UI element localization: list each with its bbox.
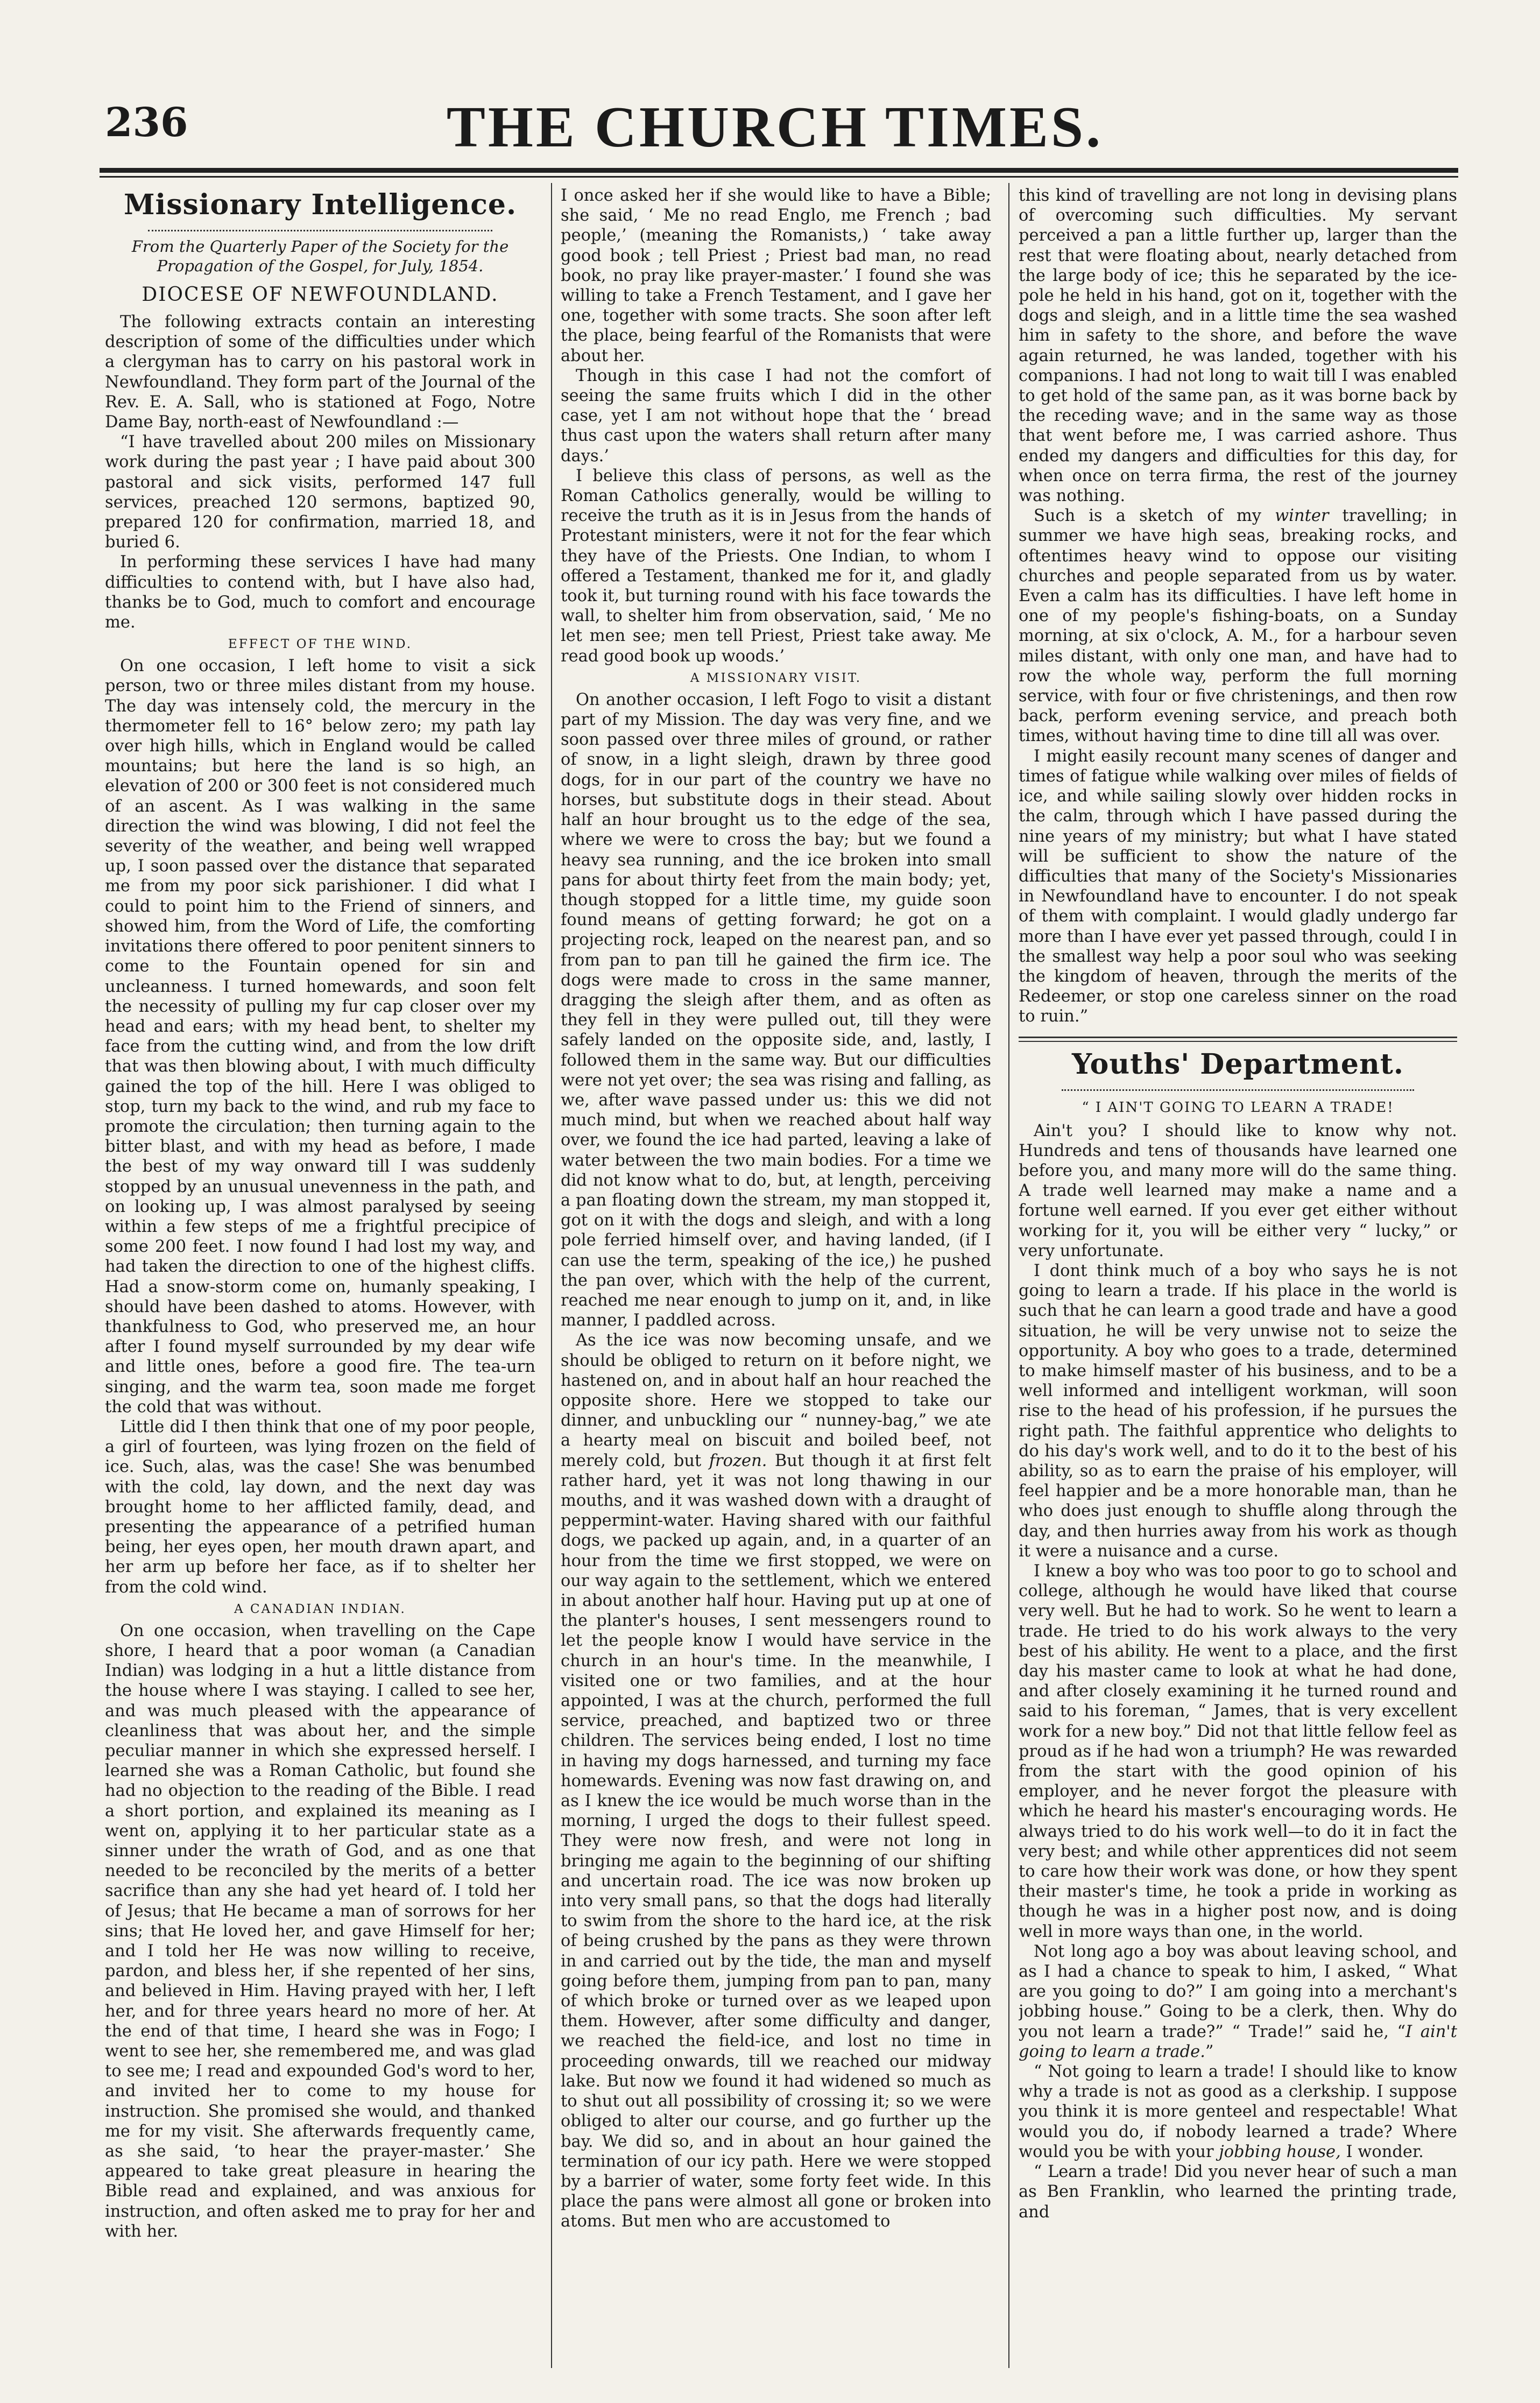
paragraph: this kind of travelling are not long in devising plans of overcoming such difficulties. My servant perceived a pan a little further up, larger than the rest that were floating about, nearly detached from the large body of ice; this he separated by the ice-pole he held in his hand, got on it, together with the dogs and sleigh, and in a little time the sea washed him in safety to the shore, and before the wave again returned, he was landed, together with his companions. I had not long to wait till I was enabled to get hold of the same pan, as it was borne back by the receding wave; and in the same way as those that went before me, I was carried ashore. Thus ended my dangers and difficulties for this day, for when once on terra firma, the rest of the journey was nothing. bbox=[1019, 186, 1457, 506]
page-number: 236 bbox=[105, 100, 188, 146]
text-run: I wonder. bbox=[1346, 2142, 1424, 2161]
text-run: travelling; in summer we have high seas, breaking rocks, and oftentimes heavy wind to oppose our visiting churches and people separated from us by water. Even a calm has its difficulties. I have left home in one of my people's fishing-boats, on a Sunday morning, at six o'clock, A. M., for a harbour seven miles distant, with only one man, and have had to row the whole way, perform the full morning service, with four or five christenings, and then row back, perform evening service, and preach both times, without having time to dine till all was over. bbox=[1019, 506, 1457, 746]
paragraph: Little did I then think that one of my poor people, a girl of fourteen, was lying frozen on the field of ice. Such, alas, was the case! She was benumbed with the cold, lay down, and the next day was brought home to her afflicted family, dead, and presenting the appearance of a petrified human being, her eyes open, her mouth drawn apart, and her arm up before her face, as if to shelter her from the cold wind. bbox=[105, 1417, 535, 1597]
paragraph: On another occasion, I left Fogo to visit a distant part of my Mission. The day was very fine, and we soon passed over three miles of ground, or rather of snow, in a light sleigh, drawn by three good dogs, for in our part of the country we have no horses, but substitute dogs in their stead. About half an hour brought us to the edge of the sea, where we were to cross the bay; but we found a heavy sea running, and the ice broken into small pans for about thirty feet from the main body; yet, though stopped for a little time, my guide soon found means of getting forward; he got on a projecting rock, leaped on the nearest pan, and so from pan to pan till he gained the firm ice. The dogs were made to cross in the same manner, dragging the sleigh after them, and as often as they fell in they were pulled out, till they were safely landed on the opposite side, and, lastly, I followed them in the same way. But our difficulties were not yet over; the sea was rising and falling, as we, after wave passed under us: this we did not much mind, but when we reached about half way over, we found the ice had parted, leaving a lake of water between the two main bodies. For a time we did not know what to do, but, at length, perceiving a pan floating down the stream, my man stopped it, got on it with the dogs and sleigh, and with a long pole ferried himself over, and having landed, (if I can use the term, speaking of the ice,) he pushed the pan over, which with the help of the current, reached me near enough to jump on it, and, in like manner, I paddled across. bbox=[561, 690, 991, 1330]
section-title-missionary: Missionary Intelligence. bbox=[123, 188, 517, 221]
section-separator bbox=[1019, 1037, 1457, 1038]
paragraph bbox=[1019, 1942, 1457, 2062]
section-ornament bbox=[1062, 1083, 1414, 1091]
italic-text: I ain't going to learn a trade. bbox=[1019, 2022, 1457, 2061]
paragraph: I believe this class of persons, as well as the Roman Catholics generally, would be willing to receive the truth as it is in Jesus from the hands of Protestant ministers, were it not for the fear which they have of the Priests. One Indian, to whom I offered a Testament, thanked me for it, and gladly took it, but turning round with his face towards the wall, to shelter him from observation, said, ‘ Me no let men see; men tell Priest, Priest take away. Me read good book up woods.’ bbox=[561, 466, 991, 666]
text-run: “ Not going to learn a trade! I should like to know why a trade is not as good as a clerkship. I suppose you think it is more genteel and respectable! What would you do, if nobody learned a trade? Where would you be with your bbox=[1019, 2062, 1457, 2161]
masthead-rule-thin bbox=[100, 176, 1458, 178]
column-1 bbox=[105, 186, 535, 2365]
masthead-rule-thick bbox=[100, 168, 1458, 173]
source-note: From the Quarterly Paper of the Society for the Propagation of the Gospel, for July, 1854. bbox=[131, 237, 509, 275]
text-run: Not long ago a boy was about leaving school, and as I had a chance to speak to him, I asked, “ What are you going to do?” I am going into a merchant's jobbing house.” Going to be a clerk, then. Why do you not learn a trade?” “ Trade!” said he, “ bbox=[1019, 1942, 1457, 2041]
italic-text: jobbing house, bbox=[1219, 2142, 1341, 2161]
text-run: Such is a sketch of my bbox=[1034, 506, 1262, 526]
paragraph: On one occasion, when travelling on the Cape shore, I heard that a poor woman (a Canadian Indian) was lodging in a hut a little distance from the house where I was staying. I called to see her, and was much pleased with the appearance of cleanliness that was about her, and the simple peculiar manner in which she expressed herself. I learned she was a Roman Catholic, but found she had no objection to the reading of the Bible. I read a short portion, and explained its meaning as I went on, applying it to her particular state as a sinner under the wrath of God, and as one that needed to be reconciled by the merits of a better sacrifice than any she had yet heard of. I told her of Jesus; that He became a man of sorrows for her sins; that He loved her, and gave Himself for her; and I told her He was now willing to receive, pardon, and bless her, if she repented of her sins, and believed in Him. Having prayed with her, I left her, and for three years heard no more of her. At the end of that time, I heard she was in Fogo; I went to see her, she remembered me, and was glad to see me; I read and expounded God's word to her, and invited her to come to my house for instruction. She promised she would, and thanked me for my visit. She afterwards frequently came, as she said, ‘to hear the prayer-master.’ She appeared to take great pleasure in hearing the Bible read and explained, and was anxious for instruction, and often asked me to pray for her and with her. bbox=[105, 1621, 535, 2241]
paragraph: “I have travelled about 200 miles on Missionary work during the past year ; I have paid about 300 pastoral and sick visits, performed 147 full services, preached 120 sermons, baptized 90, prepared 120 for confirmation, married 18, and buried 6. bbox=[105, 433, 535, 552]
column-2 bbox=[561, 186, 991, 2365]
story-title: “ I AIN'T GOING TO LEARN A TRADE! bbox=[1082, 1099, 1394, 1116]
column-divider-1 bbox=[551, 183, 552, 2368]
paragraph: “ Learn a trade! Did you never hear of such a man as Ben Franklin, who learned the printing trade, and bbox=[1019, 2162, 1457, 2222]
text-run: But though it at first felt rather hard, yet it was not long thawing in our mouths, and it was washed down with a draught of peppermint-water. Having shared with our faithful dogs, we packed up again, and, in a quarter of an hour from the time we first stopped, we were on our way again to the settlement, which we entered in about another half hour. Having put up at one of the planter's houses, I sent messengers round to let the people know I would have service in the church in an hour's time. In the meanwhile, I visited one or two families, and at the hour appointed, I was at the church, performed the full service, preached, and baptized two or three children. The services being ended, I lost no time in having my dogs harnessed, and turning my face homewards. Evening was now fast drawing on, and as I knew the ice would be much worse than in the morning, I urged the dogs to their fullest speed. They were now fresh, and were not long in bringing me again to the beginning of our shifting and uncertain road. The ice was now broken up into very small pans, so that the dogs had literally to swim from the shore to the hard ice, at the risk of being crushed by the pans as they were thrown in and carried out by the tide, the man and myself going before them, jumping from pan to pan, many of which broke or turned over as we leaped upon them. However, after some difficulty and danger, we reached the field-ice, and lost no time in proceeding onwards, till we reached our midway lake. But now we found it had widened so much as to shut out all possibility of crossing it; so we were obliged to alter our course, and go further up the bay. We did so, and in about an hour gained the termination of our icy path. Here we were stopped by a barrier of water, some forty feet wide. In this place the pans were almost all gone or broken into atoms. But men who are accustomed to bbox=[561, 1451, 991, 2231]
section-separator-thin bbox=[1019, 1041, 1457, 1042]
paragraph: Ain't you? I should like to know why not. Hundreds and tens of thousands have learned one before you, and many more will do the same thing. A trade well learned may make a name and a fortune well earned. If you ever get either without working for it, you will be either very “ lucky,” or very unfortunate. bbox=[1019, 1121, 1457, 1260]
paragraph: The following extracts contain an interesting description of some of the difficulties under which a clergyman has to carry on his pastoral work in Newfoundland. They form part of the Journal of the Rev. E. A. Sall, who is stationed at Fogo, Notre Dame Bay, north-east of Newfoundland :— bbox=[105, 313, 535, 432]
paragraph: I knew a boy who was too poor to go to school and college, although he would have liked that course very well. But he had to work. So he went to learn a trade. He tried to do his work always to the very best of his ability. He went to a place, and the first day his master came to look at what he had done, and after closely examining it he turned round and said to his foreman, “ James, that is very excellent work for a new boy.” Did not that little fellow feel as proud as if he had won a triumph? He was rewarded from the start with the good opinion of his employer, and he never forgot the pleasure with which he heard his master's encouraging words. He always tried to do his work well—to do it in fact the very best; and while other apprentices did not seem to care how their work was done, or how they spent their master's time, he took a pride in working as though he was in a higher post now, and is doing well in more ways than one, in the world. bbox=[1019, 1562, 1457, 1941]
diocese-heading: DIOCESE OF NEWFOUNDLAND. bbox=[142, 284, 499, 306]
subheading-canadian-indian: A CANADIAN INDIAN. bbox=[234, 1602, 406, 1616]
section-ornament bbox=[148, 223, 492, 231]
column-3 bbox=[1019, 186, 1457, 2365]
subheading-missionary-visit: A MISSIONARY VISIT. bbox=[690, 671, 862, 685]
text-run: ” bbox=[1205, 2042, 1214, 2061]
paragraph: Though in this case I had not the comfort of seeing the same fruits which I did in the other case, yet I am not without hope that the ‘ bread thus cast upon the waters shall return after many days.’ bbox=[561, 366, 991, 466]
paragraph: I might easily recount many scenes of danger and times of fatigue while walking over miles of fields of ice, and while sailing slowly over hidden rocks in the calm, through which I have passed during the nine years of my ministry; but what I have stated will be sufficient to show the nature of the difficulties that many of the Society's Missionaries in Newfoundland have to encounter. I do not speak of them with complaint. I would gladly undergo far more than I have ever yet passed through, could I in the smallest way help a poor soul who was seeking the kingdom of heaven, through the merits of the Redeemer, or stop one careless sinner on the road to ruin.” bbox=[1019, 746, 1457, 1026]
column-divider-2 bbox=[1008, 183, 1009, 2368]
text-run: As the ice was now becoming unsafe, and we should be obliged to return on it before night, we hastened on, and in about half an hour reached the opposite shore. Here we stopped to take our dinner, and unbuckling our “ nunney-bag,” we ate a hearty meal on biscuit and boiled beef, not merely cold, but bbox=[561, 1331, 991, 1470]
paragraph bbox=[1019, 506, 1457, 746]
subheading-effect-of-wind: EFFECT OF THE WIND. bbox=[228, 637, 413, 652]
paragraph: On one occasion, I left home to visit a sick person, two or three miles distant from my house. The day was intensely cold, the mercury in the thermometer fell to 16° below zero; my path lay over high hills, which in England would be called mountains; but here the land is so high, an elevation of 200 or 300 feet is not considered much of an ascent. As I was walking in the same direction the wind was blowing, I did not feel the severity of the weather, and being well wrapped up, I soon passed over the distance that separated me from my poor sick parishioner. I did what I could to point him to the Friend of sinners, and showed him, from the Word of Life, the comforting invitations there offered to poor penitent sinners to come to the Fountain opened for sin and uncleanness. I turned homewards, and soon felt the necessity of pulling my fur cap closer over my head and ears; with my head bent, to shelter my face from the cutting wind, and from the low drift that was then blowing about, I with much difficulty gained the top of the hill. Here I was obliged to stop, turn my back to the wind, and rub my face to promote the circulation; then turning again to the bitter blast, and with my head as before, I made the best of my way onward till I was suddenly stopped by an unusual unevenness in the path, and on looking up, I was almost paralysed by seeing within a few steps of me a frightful precipice of some 200 feet. I now found I had lost my way, and had taken the direction to one of the highest cliffs. Had a snow-storm come on, humanly speaking, I should have been dashed to atoms. However, with thankfulness to God, who preserved me, an hour after I found myself surrounded by my dear wife and little ones, before a good fire. The tea-urn singing, and the warm tea, soon made me forget the cold that was without. bbox=[105, 657, 535, 1417]
italic-text: winter bbox=[1275, 506, 1329, 526]
paragraph: I dont think much of a boy who says he is not going to learn a trade. If his place in the world is such that he can learn a good trade and have a good situation, he will be very unwise not to seize the opportunity. A boy who goes to a trade, determined to make himself master of his business, and to be a well informed and intelligent workman, will soon rise to the head of his profession, if he pursues the right path. The faithful apprentice who delights to do his day's work well, and to do it to the best of his ability, so as to earn the praise of his employer, will feel happier and be a more honorable man, than he who does just enough to shuffle along through the day, and then hurries away from his work as though it were a nuisance and a curse. bbox=[1019, 1261, 1457, 1561]
masthead: THE CHURCH TIMES. bbox=[446, 95, 1104, 159]
italic-text: frozen. bbox=[709, 1451, 767, 1470]
paragraph: In performing these services I have had many difficulties to contend with, but I have also had, thanks be to God, much to comfort and encourage me. bbox=[105, 553, 535, 632]
paragraph bbox=[1019, 2062, 1457, 2162]
paragraph: I once asked her if she would like to have a Bible; she said, ‘ Me no read Englo, me French ; bad people,’ (meaning the Romanists,) ‘ take away good book ; tell Priest ; Priest bad man, no read book, no pray like prayer-master.’ I found she was willing to take a French Testament, and I gave her one, together with some tracts. She soon after left the place, being fearful of the Romanists that were about her. bbox=[561, 186, 991, 365]
paragraph bbox=[561, 1330, 991, 2231]
section-title-youths: Youths' Department. bbox=[1072, 1047, 1404, 1081]
